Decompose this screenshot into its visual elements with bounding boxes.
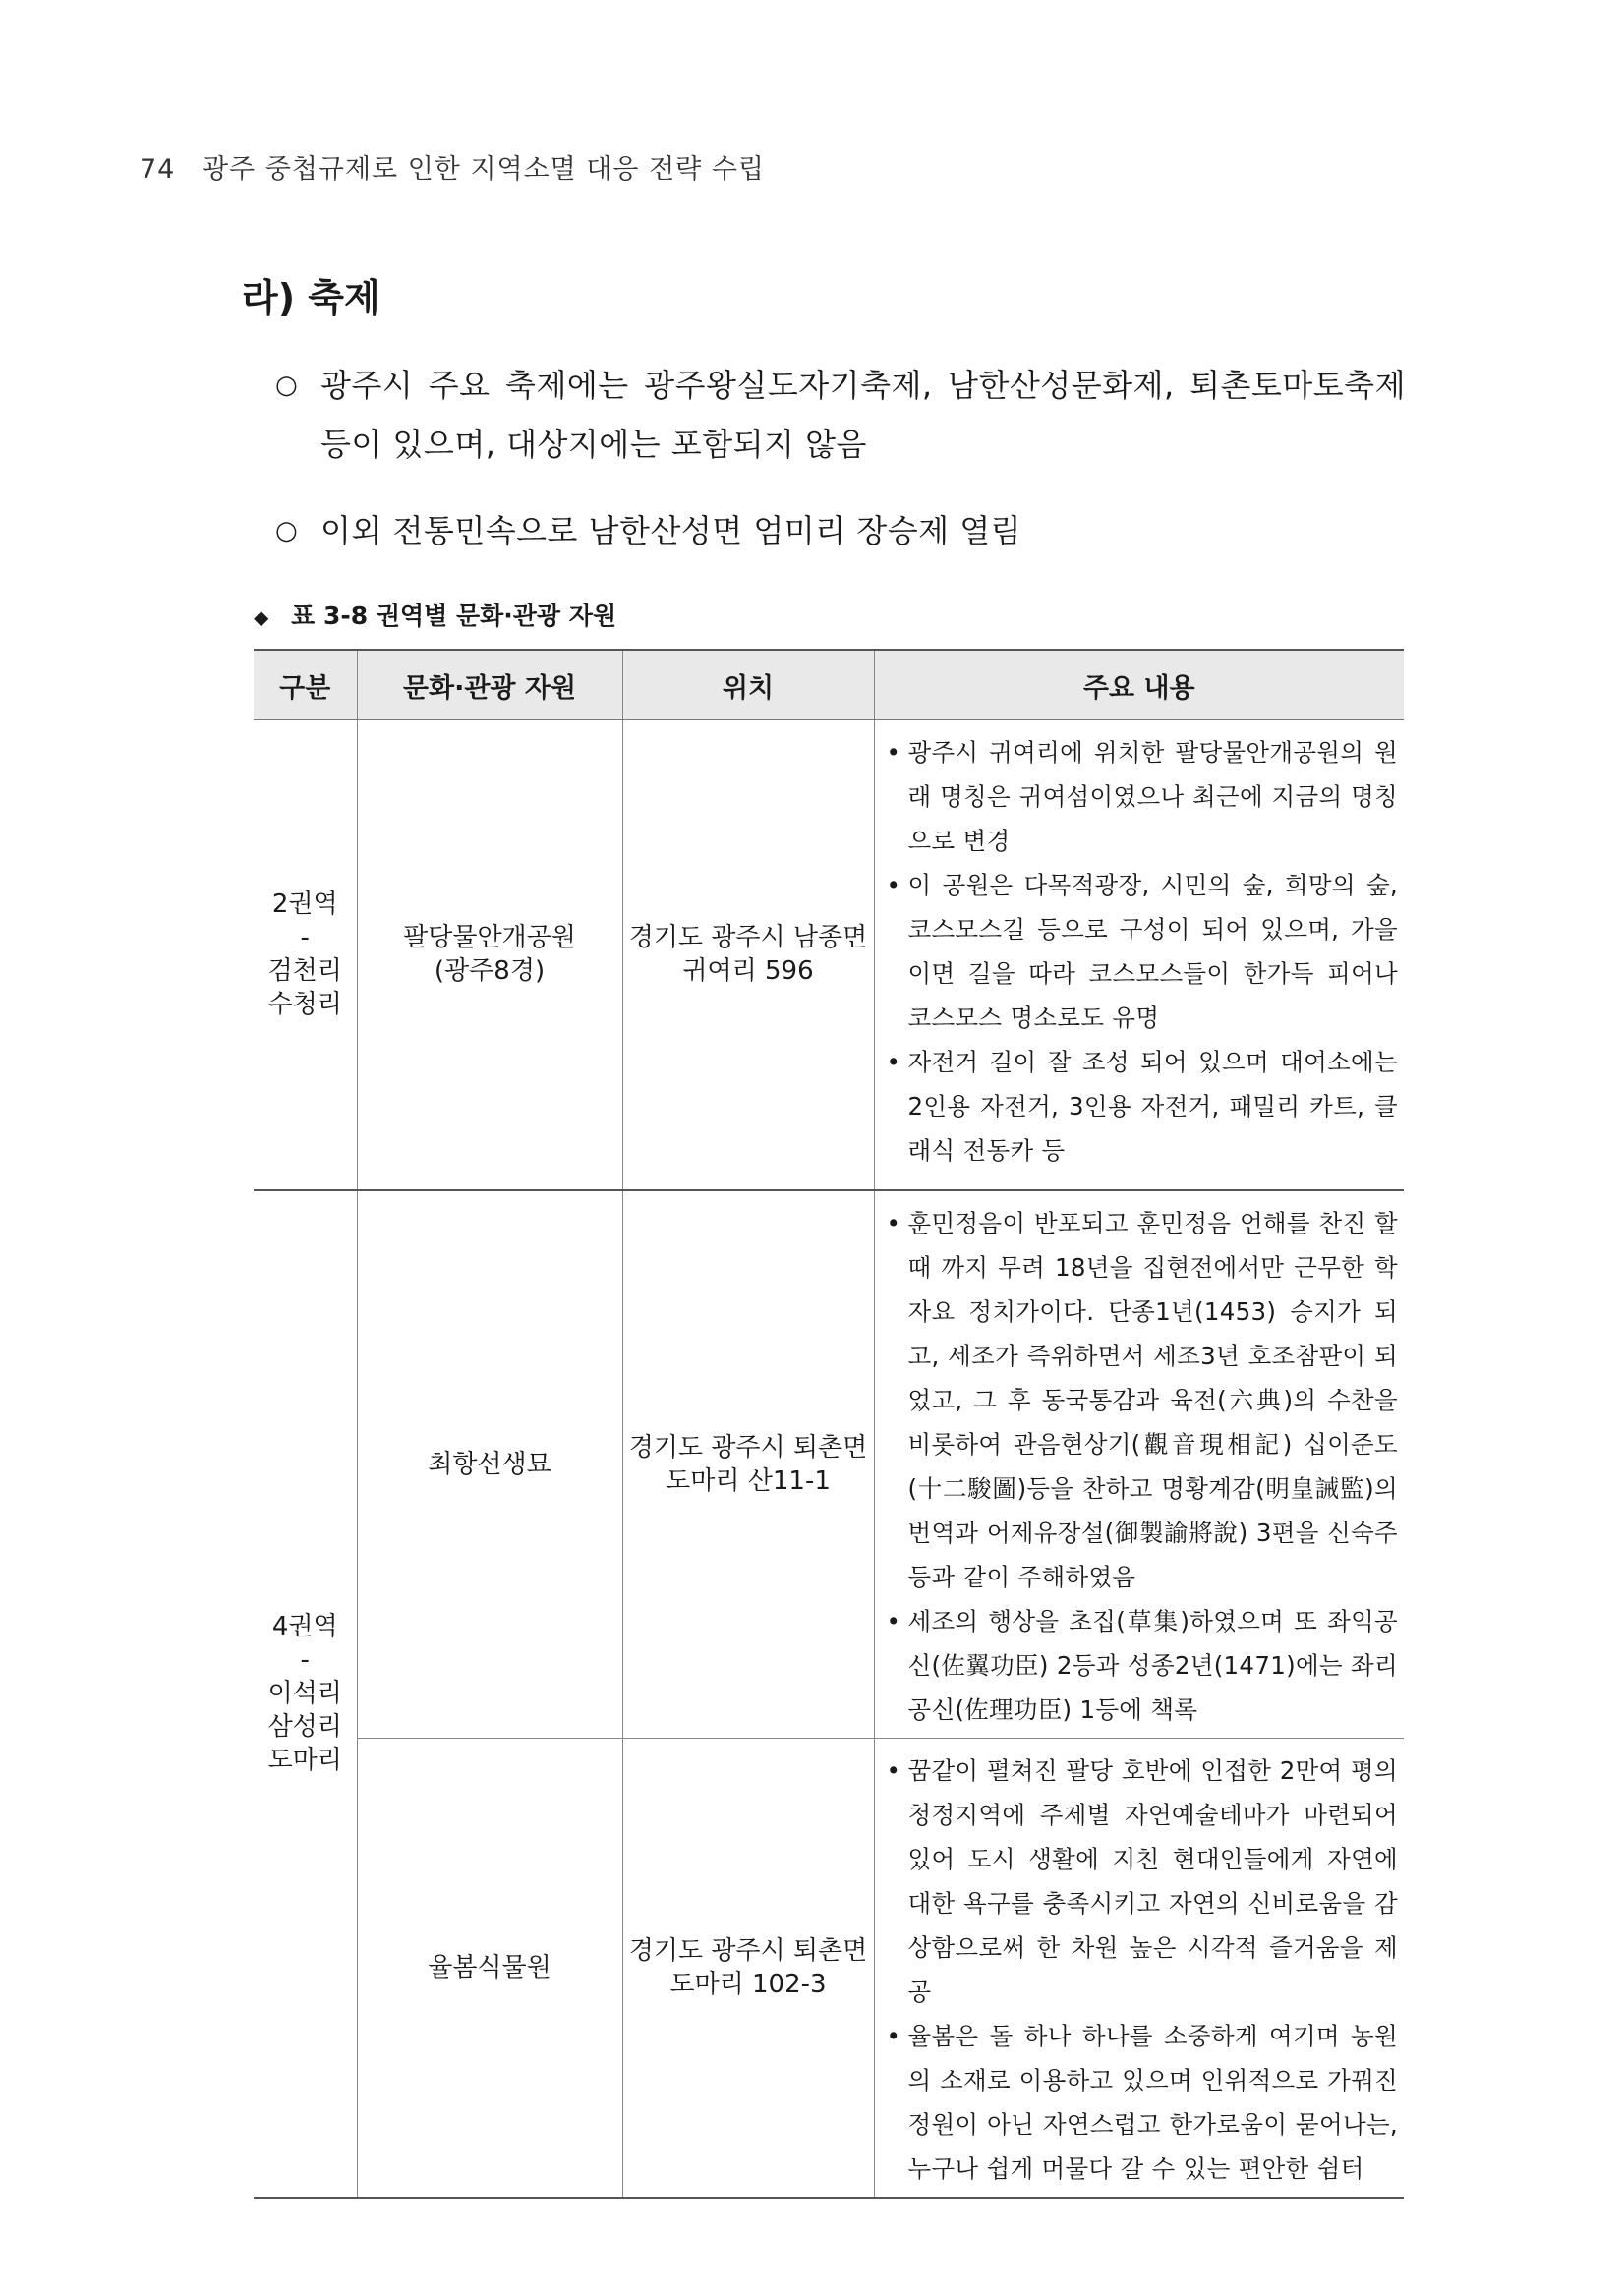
description-point: • 훈민정음이 반포되고 훈민정음 언해를 찬진 할 때 까지 무려 18년을 집현전에서만 근무한 학자요 정치가이다. 단종1년(1453) 승지가 되고, 세조가 즉위하면서 세조3년 호조참판이 되었고, 그 후 동국통감과 육전(六典)의 수찬을 비롯하여 관음현상기(觀音現相記) 십이준도(十二駿圖)등을 찬하고 명황계감(明皇誡監)의 번역과 어제유장설(御製諭將說) 3편을 신숙주 등과 같이 주해하였음	[885, 1201, 1399, 1599]
description-point: • 율봄은 돌 하나 하나를 소중하게 여기며 농원의 소재로 이용하고 있으며 인위적으로 가꿔진 정원이 아닌 자연스럽고 한가로움이 묻어나는, 누구나 쉽게 머물다 갈 수 있는 편안한 쉼터	[885, 2014, 1399, 2191]
section-title: 라) 축제	[242, 276, 380, 319]
header-region: 구분	[254, 650, 357, 720]
resource-name: 최항선생묘	[428, 1449, 551, 1479]
region-line: 2권역	[271, 890, 338, 920]
diamond-icon: ◆	[254, 605, 269, 629]
region-cell	[254, 720, 357, 1190]
table-header-row	[254, 650, 1404, 720]
description-cell	[874, 720, 1404, 1190]
location-cell	[622, 720, 874, 1190]
location-line: 경기도 광주시 퇴촌면	[628, 1432, 868, 1463]
table-caption	[254, 597, 616, 632]
region-line: 삼성리	[267, 1712, 342, 1742]
bullet-item	[275, 356, 1406, 474]
region-line: 이석리	[267, 1679, 342, 1708]
header-location: 위치	[622, 650, 874, 720]
description-cell	[874, 1190, 1404, 1739]
location-line: 도마리 산11-1	[666, 1465, 831, 1496]
table-row	[254, 1190, 1404, 1739]
location-line: 경기도 광주시 남종면	[628, 923, 868, 953]
location-line: 귀여리 596	[682, 956, 814, 987]
description-point: • 자전거 길이 잘 조성 되어 있으며 대여소에는 2인용 자전거, 3인용 자전거, 패밀리 카트, 클래식 전동카 등	[885, 1040, 1399, 1173]
region-line: -	[300, 923, 310, 953]
circle-bullet-icon: ○	[275, 516, 299, 545]
resource-subtitle: (광주8경)	[434, 956, 546, 987]
region-line: -	[300, 1645, 310, 1675]
bullet-text: 광주시 주요 축제에는 광주왕실도자기축제, 남한산성문화제, 퇴촌토마토축제 등이 있으며, 대상지에는 포함되지 않음	[320, 367, 1406, 463]
header-description: 주요 내용	[874, 650, 1404, 720]
description-point: • 광주시 귀여리에 위치한 팔당물안개공원의 원래 명칭은 귀여섬이였으나 최근에 지금의 명칭으로 변경	[885, 730, 1399, 863]
table-row	[254, 720, 1404, 1190]
resource-name: 팔당물안개공원	[403, 923, 576, 953]
region-line: 수청리	[267, 990, 342, 1020]
description-point: • 이 공원은 다목적광장, 시민의 숲, 희망의 숲, 코스모스길 등으로 구성이 되어 있으며, 가을이면 길을 따라 코스모스들이 한가득 피어나 코스모스 명소로도 유명	[885, 863, 1399, 1040]
resource-name: 율봄식물원	[428, 1952, 551, 1982]
resource-cell	[357, 720, 622, 1190]
table-caption-text: 표 3-8 권역별 문화·관광 자원	[291, 602, 617, 630]
region-line: 도마리	[267, 1746, 342, 1775]
location-cell	[622, 1190, 874, 1739]
running-header	[140, 147, 765, 186]
header-resource: 문화·관광 자원	[357, 650, 622, 720]
location-line: 경기도 광주시 퇴촌면	[628, 1935, 868, 1966]
table-row	[254, 1738, 1404, 2198]
location-cell	[622, 1738, 874, 2198]
description-point: • 세조의 행상을 초집(草集)하였으며 또 좌익공신(佐翼功臣) 2등과 성종2년(1471)에는 좌리공신(佐理功臣) 1등에 책록	[885, 1599, 1399, 1732]
page-number: 74	[140, 154, 176, 185]
resources-table	[254, 649, 1404, 2199]
bullet-item	[275, 501, 1406, 560]
resource-cell	[357, 1738, 622, 2198]
bullet-text: 이외 전통민속으로 남한산성면 엄미리 장승제 열림	[320, 512, 1022, 549]
location-line: 도마리 102-3	[669, 1969, 827, 1999]
description-cell	[874, 1738, 1404, 2198]
resource-cell	[357, 1190, 622, 1739]
running-title: 광주 중첩규제로 인한 지역소멸 대응 전략 수립	[202, 154, 766, 185]
section-bullets	[275, 356, 1406, 588]
region-line: 검천리	[267, 956, 342, 987]
region-line: 4권역	[271, 1612, 338, 1641]
circle-bullet-icon: ○	[275, 371, 299, 400]
description-point: • 꿈같이 펼쳐진 팔당 호반에 인접한 2만여 평의 청정지역에 주제별 자연예술테마가 마련되어 있어 도시 생활에 지친 현대인들에게 자연에 대한 욕구를 충족시키고 자연의 신비로움을 감상함으로써 한 차원 높은 시각적 즐거움을 제공	[885, 1749, 1399, 2014]
region-cell	[254, 1190, 357, 2198]
